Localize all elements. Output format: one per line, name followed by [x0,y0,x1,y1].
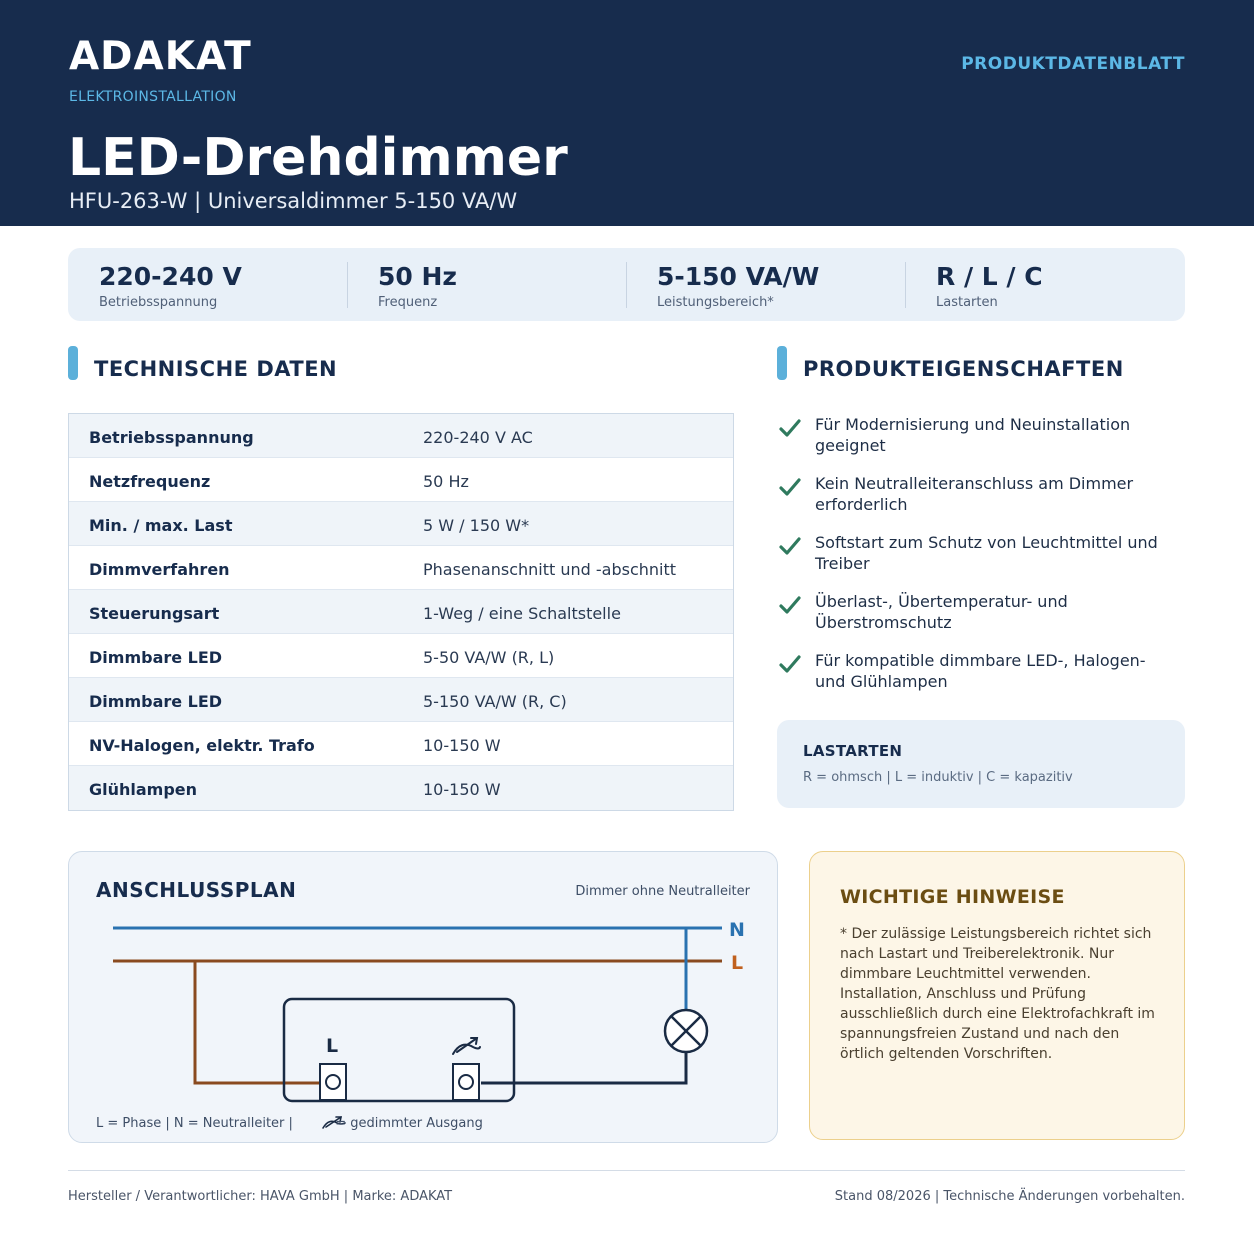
important-notes-box [809,851,1185,1140]
legend-text-2: = gedimmter Ausgang [335,1116,483,1131]
key-fact-divider [905,262,906,308]
key-fact-value: R / L / C [936,262,1043,291]
check-icon [778,475,802,499]
spec-label: NV-Halogen, elektr. Trafo [89,736,315,755]
table-row [69,458,733,502]
notes-title: WICHTIGE HINWEISE [840,886,1065,908]
key-fact-value: 220-240 V [99,262,242,291]
spec-value: 1-Weg / eine Schaltstelle [423,604,621,623]
spec-value: 5 W / 150 W* [423,516,530,535]
spec-label: Dimmbare LED [89,692,223,711]
key-fact-label: Frequenz [378,295,438,310]
table-row [69,678,733,722]
key-facts-bar [68,248,1185,321]
table-row [69,546,733,590]
brand-subtitle: ELEKTROINSTALLATION [69,89,237,105]
notes-text: * Der zulässige Leistungsbereich richtet sich nach Lastart und Treiberelektronik. Nur dimmbare Leuchtmittel verwenden. Installation, Anschluss und Prüfung ausschließlich durch eine Elektrofachkraft im spannungsfreien Zustand und nach den örtlich geltenden Vorschriften. [840,926,1155,1062]
spec-label: Dimmbare LED [89,648,223,667]
key-fact-label: Leistungsbereich* [657,295,774,310]
phase-label: L [731,952,744,974]
check-icon [778,416,802,440]
neutral-label: N [729,919,745,941]
spec-value: 10-150 W [423,780,501,799]
key-fact-label: Lastarten [936,295,998,310]
document-type: PRODUKTDATENBLATT [961,54,1185,74]
check-icon [778,534,802,558]
table-row [69,722,733,766]
spec-value: 5-50 VA/W (R, L) [423,648,555,667]
feature-text: Für kompatible dimmbare LED-, Halogen- und Glühlampen [815,651,1146,691]
spec-value: 50 Hz [423,472,469,491]
key-fact-value: 5-150 VA/W [657,262,820,291]
wiring-diagram-title: ANSCHLUSSPLAN [96,878,297,902]
phase-wire-to-dimmer [195,961,319,1083]
dimmed-output-wire [481,1053,686,1083]
lamp-icon [665,1010,707,1052]
terminal-l [320,1064,346,1100]
spec-label: Glühlampen [89,780,198,799]
spec-table [68,413,734,811]
table-row [69,502,733,546]
key-fact-divider [626,262,627,308]
wiring-diagram-panel [68,851,778,1143]
check-icon [778,593,802,617]
product-title: LED-Drehdimmer [68,128,568,188]
footer-manufacturer: Hersteller / Verantwortlicher: HAVA GmbH | Marke: ADAKAT [68,1189,453,1204]
spec-value: Phasenanschnitt und -abschnitt [423,560,677,579]
spec-value: 220-240 V AC [423,428,533,447]
spec-label: Min. / max. Last [89,516,233,535]
footer-divider [68,1170,1185,1171]
section-title-technical-data: TECHNISCHE DATEN [94,357,338,381]
spec-label: Steuerungsart [89,604,220,623]
table-row [69,634,733,678]
legend-text-1: L = Phase | N = Neutralleiter | [96,1116,293,1131]
dimmed-output-icon [453,1038,480,1054]
check-icon [778,652,802,676]
spec-value: 5-150 VA/W (R, C) [423,692,567,711]
product-subtitle: HFU-263-W | Universaldimmer 5-150 VA/W [69,189,518,213]
terminal-dimmed [453,1064,479,1100]
brand-logo: ADAKAT [69,34,252,79]
footer-revision: Stand 08/2026 | Technische Änderungen vorbehalten. [834,1189,1185,1204]
feature-text: Überlast-, Übertemperatur- und Überstromschutz [815,592,1068,632]
feature-text: Softstart zum Schutz von Leuchtmittel und Treiber [815,533,1158,573]
key-fact-value: 50 Hz [378,262,457,291]
section-title-features: PRODUKTEIGENSCHAFTEN [803,357,1124,381]
load-types-text: R = ohmsch | L = induktiv | C = kapazitiv [803,770,1073,785]
load-types-box [777,720,1185,808]
terminal-l-label: L [326,1035,339,1057]
spec-label: Betriebsspannung [89,428,254,447]
section-accent-bar [777,346,787,380]
spec-label: Dimmverfahren [89,560,230,579]
wiring-legend [96,1116,483,1131]
table-row [69,766,733,810]
header-banner [0,0,1254,226]
load-types-title: LASTARTEN [803,742,903,760]
spec-value: 10-150 W [423,736,501,755]
feature-text: Kein Neutralleiteranschluss am Dimmer erforderlich [815,474,1134,514]
wiring-diagram-subtitle: Dimmer ohne Neutralleiter [575,884,750,899]
feature-text: Für Modernisierung und Neuinstallation geeignet [815,415,1131,455]
table-row [69,590,733,634]
table-row [69,414,733,458]
section-accent-bar [68,346,78,380]
spec-label: Netzfrequenz [89,472,211,491]
key-fact-divider [347,262,348,308]
key-fact-label: Betriebsspannung [99,295,218,310]
